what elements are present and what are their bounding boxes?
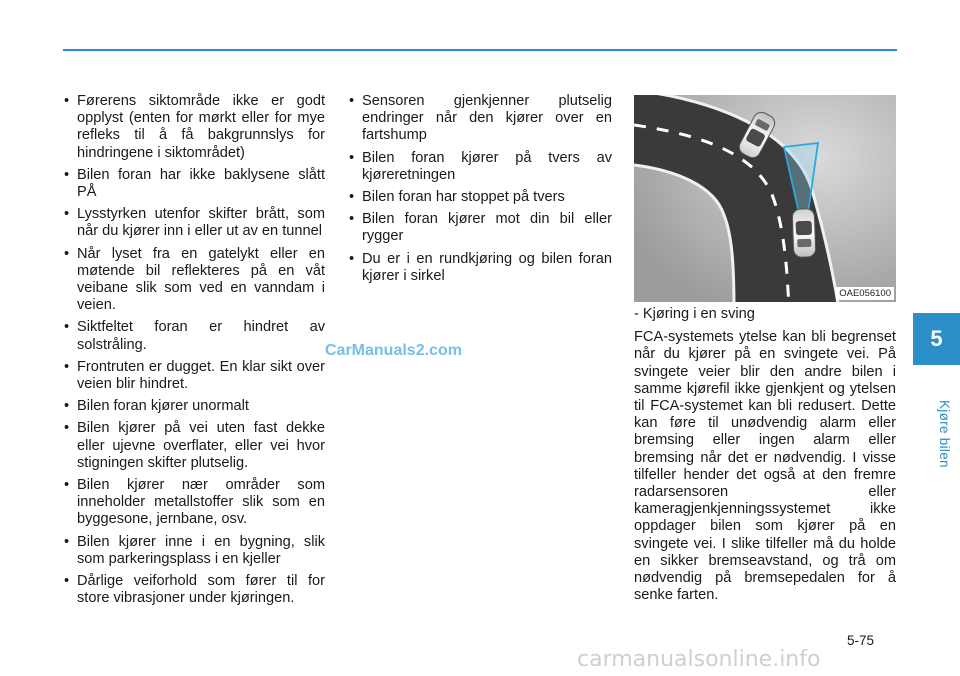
- figure-code: OAE056100: [836, 287, 894, 300]
- list-item: • Når lyset fra en gatelykt eller en møtende bil reflekteres på en våt veibane slik som ved en vanndam i veien.: [60, 246, 325, 315]
- list-item: • Bilen foran kjører unormalt: [60, 398, 325, 415]
- middle-column: [345, 93, 612, 290]
- list-item: • Siktfeltet foran er hindret av solstråling.: [60, 319, 325, 353]
- chapter-title: Kjøre bilen: [937, 400, 952, 468]
- list-item: • Bilen foran kjører på tvers av kjøreretningen: [345, 150, 612, 184]
- list-item: • Bilen kjører inne i en bygning, slik som parkeringsplass i en kjeller: [60, 534, 325, 568]
- list-item: • Lysstyrken utenfor skifter brått, som når du kjører inn i eller ut av en tunnel: [60, 206, 325, 240]
- left-column: [60, 93, 325, 612]
- middle-bullet-list: [345, 93, 612, 285]
- footer-watermark: carmanualsonline.info: [577, 647, 821, 672]
- top-rule: [63, 49, 897, 51]
- curved-road-illustration: [634, 95, 896, 302]
- chapter-number-tab: 5: [913, 313, 960, 365]
- road-diagram: [634, 95, 896, 302]
- list-item: • Førerens siktområde ikke er godt opplyst (enten for mørkt eller for mye refleks til å få bakgrunnslys for hindringene i siktområdet): [60, 93, 325, 162]
- left-bullet-list: [60, 93, 325, 607]
- list-item: • Bilen foran har stoppet på tvers: [345, 189, 612, 206]
- list-item: • Sensoren gjenkjenner plutselig endringer når den kjører over en fartshump: [345, 93, 612, 145]
- body-paragraph: FCA-systemets ytelse kan bli begrenset når du kjører på en svingete vei. På svingete veier blir den andre bilen i samme kjørefil ikke gjenkjent og ytelsen til FCA-systemet kan bli redusert. Dette kan føre til unødvendig alarm eller bremsing eller ingen alarm eller bremsing når det er nødvendig. I visse tilfeller hender det også at den fremre radarsensoren eller kameragjenkjenningssystemet ikke oppdager bilen som kjører på en svingete vei. I slike tilfeller må du holde en sikker bremseavstand, og trå om nødvendig på bremsepedalen for å senke farten.: [634, 329, 896, 604]
- list-item: • Bilen kjører nær områder som inneholder metallstoffer slik som en byggesone, jernbane, osv.: [60, 477, 325, 529]
- section-subheading: - Kjøring i en sving: [634, 306, 755, 322]
- page-number: 5-75: [847, 633, 875, 648]
- watermark: CarManuals2.com: [325, 342, 462, 359]
- list-item: • Bilen foran kjører mot din bil eller rygger: [345, 211, 612, 245]
- list-item: • Frontruten er dugget. En klar sikt over veien blir hindret.: [60, 359, 325, 393]
- list-item: • Bilen kjører på vei uten fast dekke eller ujevne overflater, eller vei hvor stigningen skifter plutselig.: [60, 420, 325, 472]
- list-item: • Dårlige veiforhold som fører til for store vibrasjoner under kjøringen.: [60, 573, 325, 607]
- own-car: [792, 209, 816, 258]
- list-item: • Du er i en rundkjøring og bilen foran kjører i sirkel: [345, 251, 612, 285]
- list-item: • Bilen foran har ikke baklysene slått PÅ: [60, 167, 325, 201]
- right-column: [634, 306, 896, 604]
